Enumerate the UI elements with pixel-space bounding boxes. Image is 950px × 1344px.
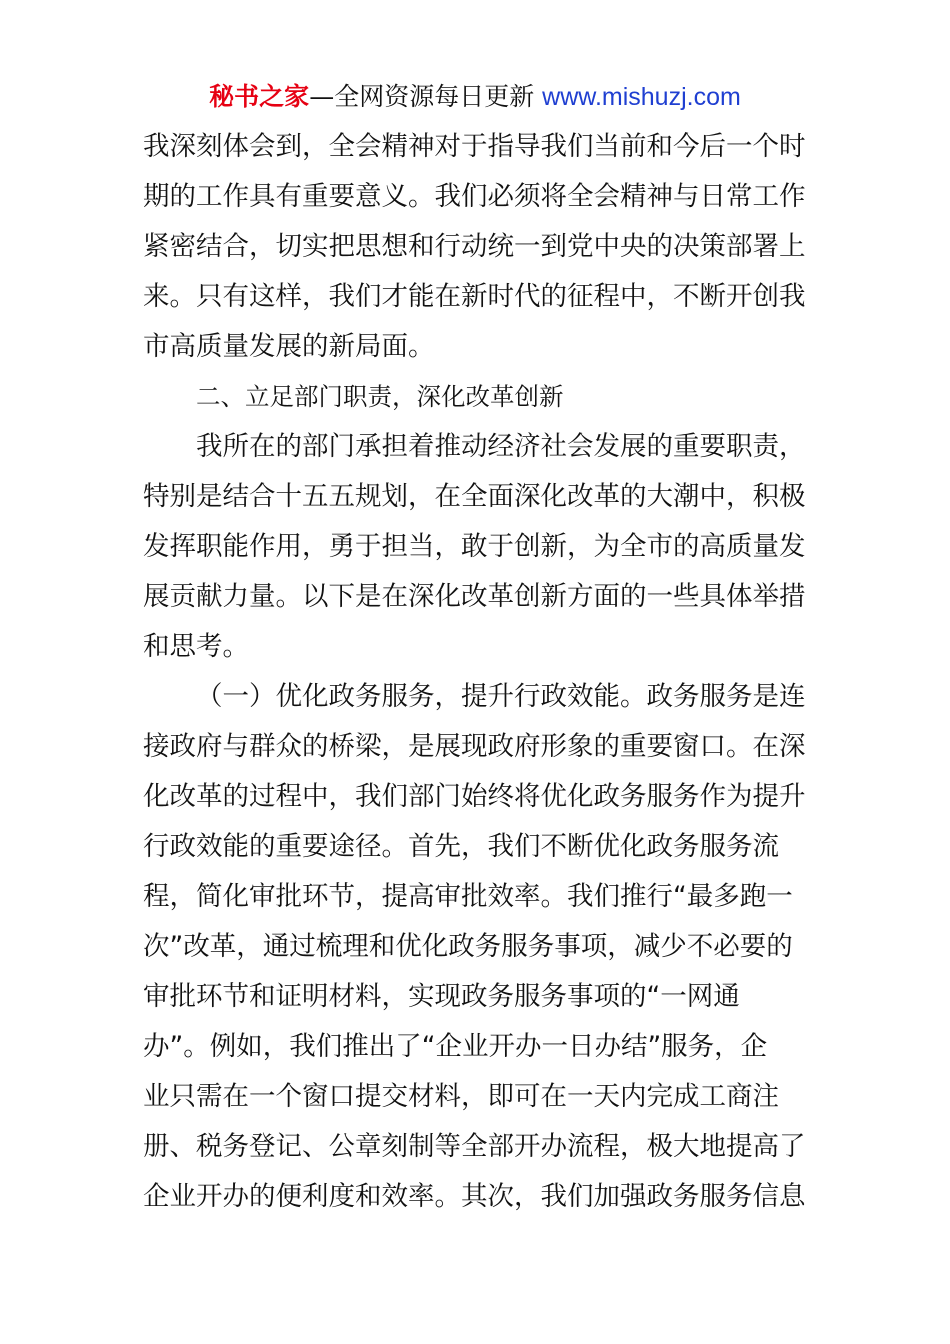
paragraph-line: 企业开办的便利度和效率。其次，我们加强政务服务信息: [143, 1181, 806, 1212]
paragraph-line: 册、税务登记、公章刻制等全部开办流程，极大地提高了: [143, 1131, 806, 1162]
paragraph-line: 程，简化审批环节，提高审批效率。我们推行“最多跑一: [143, 881, 793, 912]
paragraph-line: 行政效能的重要途径。首先，我们不断优化政务服务流: [143, 831, 779, 862]
page-header: [0, 80, 950, 114]
paragraph-line: （一）优化政务服务，提升行政效能。政务服务是连: [196, 681, 806, 712]
header-tagline: —全网资源每日更新: [309, 82, 535, 111]
paragraph-line: 次”改革，通过梳理和优化政务服务事项，减少不必要的: [143, 931, 793, 962]
paragraph-line: 来。只有这样，我们才能在新时代的征程中，不断开创我: [143, 281, 806, 312]
document-body: [143, 122, 809, 1222]
paragraph-line: 化改革的过程中，我们部门始终将优化政务服务作为提升: [143, 781, 806, 812]
paragraph-line: 业只需在一个窗口提交材料，即可在一天内完成工商注: [143, 1081, 779, 1112]
section-heading: 二、立足部门职责，深化改革创新: [196, 382, 564, 411]
paragraph-line: 市高质量发展的新局面。: [143, 331, 435, 362]
paragraph-line: 紧密结合，切实把思想和行动统一到党中央的决策部署上: [143, 231, 806, 262]
header-url-link[interactable]: www.mishuzj.com: [542, 83, 741, 111]
header-brand: 秘书之家: [209, 82, 310, 111]
paragraph-line: 和思考。: [143, 631, 249, 662]
paragraph-line: 期的工作具有重要意义。我们必须将全会精神与日常工作: [143, 181, 806, 212]
paragraph-line: 接政府与群众的桥梁，是展现政府形象的重要窗口。在深: [143, 731, 806, 762]
paragraph-line: 我深刻体会到，全会精神对于指导我们当前和今后一个时: [143, 131, 806, 162]
paragraph-line: 我所在的部门承担着推动经济社会发展的重要职责，: [196, 431, 806, 462]
paragraph-line: 发挥职能作用，勇于担当，敢于创新，为全市的高质量发: [143, 531, 806, 562]
paragraph-line: 办”。例如，我们推出了“企业开办一日办结”服务，企: [143, 1031, 768, 1062]
paragraph-line: 特别是结合十五五规划，在全面深化改革的大潮中，积极: [143, 481, 806, 512]
paragraph-line: 审批环节和证明材料，实现政务服务事项的“一网通: [143, 981, 740, 1012]
paragraph-line: 展贡献力量。以下是在深化改革创新方面的一些具体举措: [143, 581, 806, 612]
